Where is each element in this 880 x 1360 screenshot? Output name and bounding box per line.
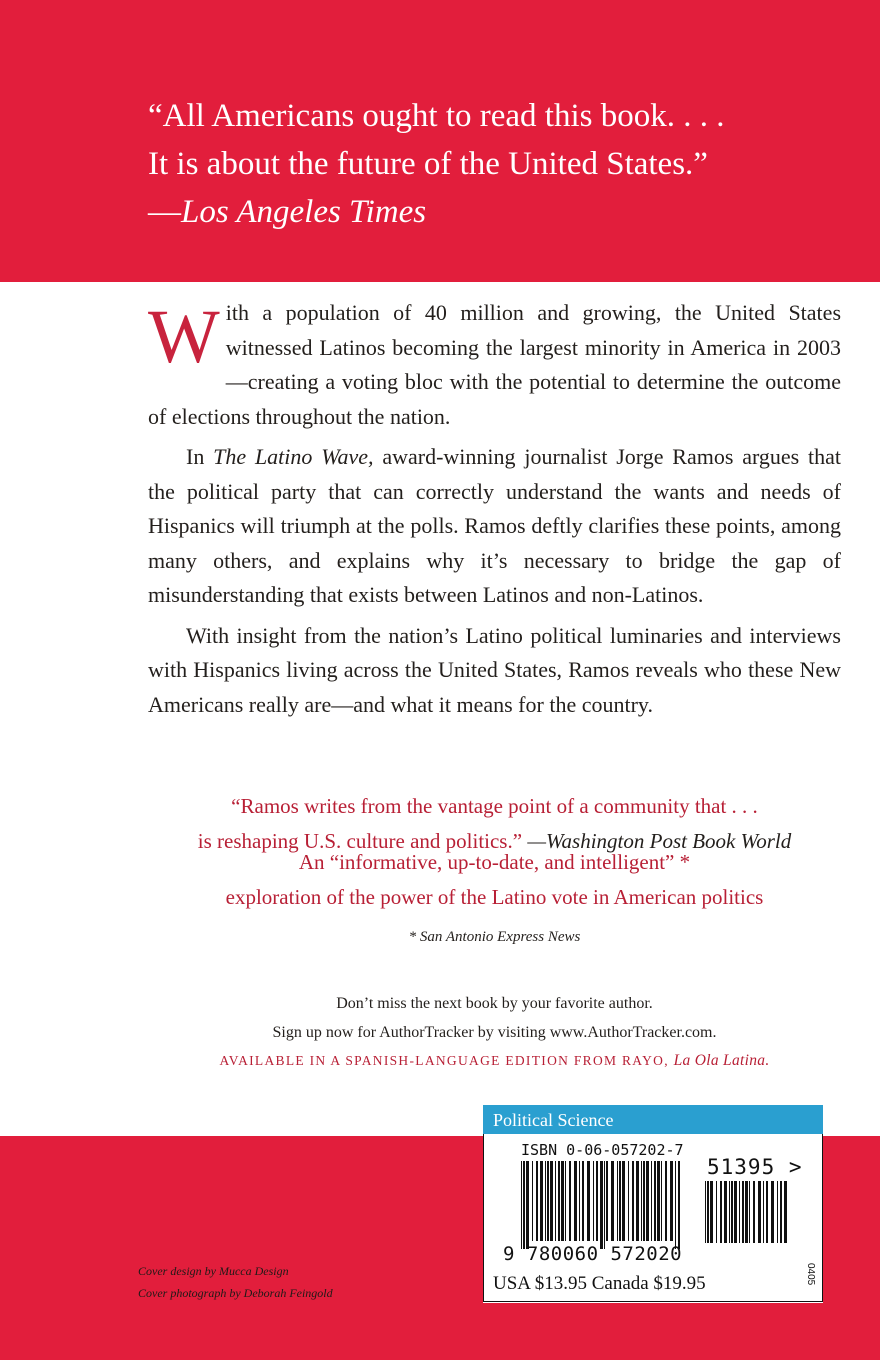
barcode-bar <box>550 1161 553 1241</box>
description-paragraph-2 <box>148 440 841 613</box>
category-label: Political Science <box>483 1105 823 1134</box>
barcode-bar <box>670 1161 673 1241</box>
barcode-bar <box>582 1161 584 1241</box>
description-p1-text: ith a population of 40 million and growing, the United States witnessed Latinos becoming the largest minority in America in 2003—creating a voting bloc with the potential to determine the outcome of elections throughout the nation. <box>148 300 841 429</box>
barcode-bar <box>532 1161 533 1241</box>
barcode-bar <box>731 1181 733 1243</box>
barcode-bar <box>619 1161 621 1241</box>
barcode-bar <box>784 1181 787 1243</box>
barcode-bar <box>617 1161 618 1241</box>
barcode-bar <box>724 1181 727 1243</box>
barcode-bar <box>536 1161 538 1241</box>
barcode-bar <box>521 1161 522 1249</box>
barcode-bar <box>745 1181 748 1243</box>
description-paragraph-3: With insight from the nation’s Latino political luminaries and interviews with Hispanics living across the United States, Ramos reveals who these New Americans really are—and what it means for the country. <box>148 622 841 717</box>
barcode-bar <box>593 1161 594 1241</box>
barcode-bar <box>565 1161 566 1241</box>
barcode-bar <box>661 1161 662 1241</box>
ean13-bars <box>521 1161 680 1249</box>
review2-source: * San Antonio Express News <box>408 929 581 945</box>
top-quote-line1: “All Americans ought to read this book. . . . <box>148 98 725 134</box>
barcode-bar <box>766 1181 768 1243</box>
barcode-bar <box>739 1181 740 1243</box>
barcode-bar <box>596 1161 598 1241</box>
barcode-bar <box>569 1161 571 1241</box>
barcode-bar <box>574 1161 577 1241</box>
barcode-bar <box>523 1161 525 1249</box>
barcode-bar <box>643 1161 645 1241</box>
barcode-bar <box>547 1161 549 1241</box>
review2-line2: exploration of the power of the Latino vote in American politics <box>225 885 764 909</box>
edge-code: 0405 <box>805 1263 816 1286</box>
review1-line1: “Ramos writes from the vantage point of a community that . . . <box>231 794 758 818</box>
barcode-bar <box>600 1161 603 1249</box>
price-line: USA $13.95 Canada $19.95 <box>493 1273 706 1294</box>
barcode-bar <box>665 1161 667 1241</box>
author-tracker-notice <box>148 989 841 1047</box>
isbn-label: ISBN 0-06-057202-7 <box>521 1141 684 1159</box>
barcode-bar <box>555 1161 556 1241</box>
barcode-bar <box>558 1161 560 1241</box>
barcode-bar <box>636 1161 639 1241</box>
barcode-bar <box>651 1161 652 1241</box>
barcode-bar <box>654 1161 656 1241</box>
cover-credits <box>138 1260 398 1304</box>
barcode-bar <box>646 1161 649 1241</box>
spanish-edition-text: AVAILABLE IN A SPANISH-LANGUAGE EDITION FROM RAYO, <box>219 1053 669 1068</box>
barcode-bar <box>771 1181 774 1243</box>
credit-design: Cover design by Mucca Design <box>138 1264 289 1278</box>
credit-photo: Cover photograph by Deborah Feingold <box>138 1286 333 1300</box>
barcode-bar <box>749 1181 750 1243</box>
description <box>148 296 841 728</box>
p2-prefix: In <box>186 444 214 469</box>
barcode-bar <box>561 1161 564 1241</box>
barcode-bar <box>641 1161 642 1241</box>
top-quote-source-line <box>148 188 848 236</box>
tracker-line2: Sign up now for AuthorTracker by visiting www.AuthorTracker.com. <box>272 1024 717 1041</box>
barcode-bar <box>777 1181 778 1243</box>
barcode-bar <box>729 1181 730 1243</box>
barcode-panel <box>483 1105 823 1303</box>
description-paragraph-1 <box>148 296 841 434</box>
barcode-bar <box>657 1161 660 1241</box>
drop-cap: W <box>148 295 220 379</box>
barcode-bar <box>707 1181 709 1243</box>
barcode-bar <box>753 1181 755 1243</box>
review-express-news <box>148 845 841 915</box>
barcode-bar <box>632 1161 634 1241</box>
barcode-bar <box>628 1161 629 1241</box>
spanish-edition-notice <box>148 1052 841 1070</box>
tracker-line1: Don’t miss the next book by your favorite author. <box>336 995 653 1012</box>
addon-number: 51395 <box>707 1155 776 1179</box>
review1-source: —Washington Post Book World <box>527 829 792 853</box>
barcode-bar <box>622 1161 625 1241</box>
barcode-bar <box>780 1181 782 1243</box>
barcode-bar <box>734 1181 737 1243</box>
top-quote-source: Los Angeles Times <box>181 194 427 230</box>
top-quote-dash: — <box>148 194 181 230</box>
review2-line1: An “informative, up-to-date, and intelligent” * <box>298 850 691 874</box>
barcode-bar <box>606 1161 608 1241</box>
spanish-edition-title: La Ola Latina. <box>673 1052 770 1069</box>
barcode-bar <box>758 1181 761 1243</box>
barcode-bar <box>720 1181 722 1243</box>
barcode-bar <box>587 1161 590 1241</box>
ean-digits: 9 780060 572020 <box>503 1243 683 1265</box>
barcode-bar <box>545 1161 546 1241</box>
barcode-bar <box>763 1181 764 1243</box>
barcode-bar <box>540 1161 543 1241</box>
barcode-bar <box>710 1181 713 1243</box>
addon-arrow: > <box>788 1155 803 1179</box>
barcode-bar <box>579 1161 580 1241</box>
barcode-bar <box>705 1181 706 1243</box>
addon-bars <box>705 1181 787 1243</box>
barcode-bar <box>675 1161 676 1249</box>
barcode-bar <box>611 1161 614 1241</box>
top-quote-line2: It is about the future of the United States.” <box>148 146 708 182</box>
book-title: The Latino Wave, <box>213 444 374 469</box>
p2-rest: award-winning journalist Jorge Ramos argues that the political party that can correctly understand the wants and needs of Hispanics will triumph at the polls. Ramos deftly clarifies these points, among many others, and explains why it’s necessary to bridge the gap of misunderstanding that exists between Latinos and non-Latinos. <box>148 444 842 607</box>
barcode-bar <box>678 1161 680 1249</box>
barcode-bar <box>716 1181 717 1243</box>
review1-line2: is reshaping U.S. culture and politics.” <box>197 829 528 853</box>
barcode-bar <box>604 1161 605 1249</box>
top-quote <box>148 92 848 236</box>
barcode-bar <box>742 1181 744 1243</box>
barcode-bar <box>526 1161 529 1249</box>
